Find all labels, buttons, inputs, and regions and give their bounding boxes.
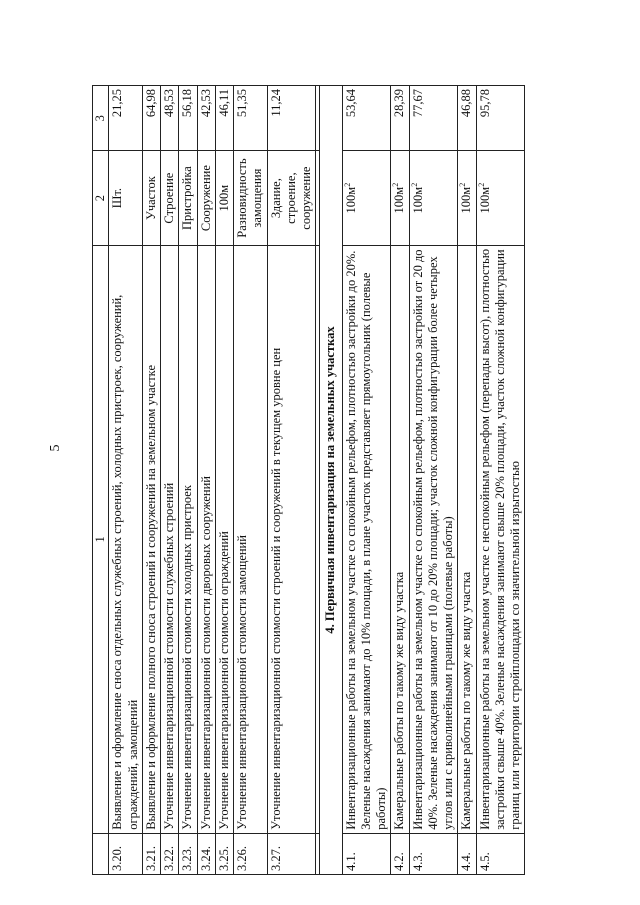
row-number: 4.5. — [476, 833, 525, 874]
table-row — [161, 86, 179, 875]
row-price: 42,53 — [197, 86, 215, 151]
row-description: Выявление и оформление сноса отдельных служебных строений, холодных пристроек, сооружений, ограждений, замощений — [109, 245, 143, 833]
row-number: 3.23. — [179, 833, 197, 874]
header-row — [93, 86, 109, 875]
row-description: Камеральные работы по такому же виду участка — [391, 245, 409, 833]
row-price: 77,67 — [409, 86, 458, 151]
unit-text: 100м — [410, 186, 425, 214]
unit-text: 100м — [459, 186, 474, 214]
section-title: 4. Первичная инвентаризация на земельных участках — [320, 86, 342, 875]
row-price: 46,11 — [215, 86, 233, 151]
header-cell-3: 3 — [93, 86, 109, 151]
table-row — [179, 86, 197, 875]
row-unit: Здание, строение, сооружение — [267, 151, 316, 245]
table-row — [409, 86, 458, 875]
row-number: 3.27. — [267, 833, 316, 874]
row-unit: Строение — [161, 151, 179, 245]
unit-superscript: 2 — [391, 182, 401, 187]
table-row — [391, 86, 409, 875]
row-number: 3.21. — [142, 833, 160, 874]
section-row — [320, 86, 342, 875]
row-price: 11,24 — [267, 86, 316, 151]
row-unit: Разновидность замощения — [234, 151, 268, 245]
row-number: 4.3. — [409, 833, 458, 874]
row-unit: Шт. — [109, 151, 143, 245]
table-row — [458, 86, 476, 875]
row-number: 3.26. — [234, 833, 268, 874]
table-row — [234, 86, 268, 875]
row-price: 48,53 — [161, 86, 179, 151]
row-unit: 100м — [215, 151, 233, 245]
table-row — [267, 86, 316, 875]
row-unit — [342, 151, 391, 245]
row-number: 4.4. — [458, 833, 476, 874]
row-price: 51,35 — [234, 86, 268, 151]
row-number: 4.1. — [342, 833, 391, 874]
table-row — [197, 86, 215, 875]
row-price: 21,25 — [109, 86, 143, 151]
unit-superscript: 2 — [458, 182, 468, 187]
row-number: 3.20. — [109, 833, 143, 874]
row-price: 95,78 — [476, 86, 525, 151]
row-unit — [458, 151, 476, 245]
row-number: 3.25. — [215, 833, 233, 874]
tariff-table — [92, 85, 525, 875]
row-unit: Сооружение — [197, 151, 215, 245]
row-price: 56,18 — [179, 86, 197, 151]
row-description: Уточнение инвентаризационной стоимости строений и сооружений в текущем уровне цен — [267, 245, 316, 833]
row-price: 28,39 — [391, 86, 409, 151]
row-description: Выявление и оформление полного сноса строений и сооружений на земельном участке — [142, 245, 160, 833]
row-number: 3.24. — [197, 833, 215, 874]
unit-superscript: 2 — [342, 182, 352, 187]
table-row — [342, 86, 391, 875]
row-number: 3.22. — [161, 833, 179, 874]
row-number: 4.2. — [391, 833, 409, 874]
row-description: Инвентаризационные работы на земельном участке с неспокойным рельефом (перепады высот), плотностью застройки свыше 40%. Зеленые насаждения занимают свыше 20% площади, участок сложной конфигурации границ или территории стройплощадки со значительной изрытостью — [476, 245, 525, 833]
row-unit: Пристройка — [179, 151, 197, 245]
unit-text: 100м — [392, 186, 407, 214]
row-description: Инвентаризационные работы на земельном участке со спокойным рельефом, плотностью застройки до 20%. Зеленые насаждения занимают до 10% площади, в плане участок представляет прямоугольник (полевые работы) — [342, 245, 391, 833]
row-description: Уточнение инвентаризационной стоимости холодных пристроек — [179, 245, 197, 833]
row-price: 46,88 — [458, 86, 476, 151]
row-description: Инвентаризационные работы на земельном участке со спокойным рельефом, плотностью застройки от 20 до 40%. Зеленые насаждения занимают от 10 до 20% площади; участок сложной конфигурации более четырех углов или с криволинейными границами (полевые работы) — [409, 245, 458, 833]
unit-text: 100м — [343, 186, 358, 214]
page-number: 5 — [48, 444, 63, 452]
unit-superscript: 2 — [409, 182, 419, 187]
table-row — [142, 86, 160, 875]
header-cell-num — [93, 833, 109, 874]
header-cell-2: 2 — [93, 151, 109, 245]
row-description: Уточнение инвентаризационной стоимости служебных строений — [161, 245, 179, 833]
row-unit — [391, 151, 409, 245]
header-cell-1: 1 — [93, 245, 109, 833]
unit-text: 100м — [477, 186, 492, 214]
unit-superscript: 2 — [476, 182, 486, 187]
table-row — [476, 86, 525, 875]
row-unit: Участок — [142, 151, 160, 245]
row-unit — [476, 151, 525, 245]
row-price: 53,64 — [342, 86, 391, 151]
row-description: Камеральные работы по такому же виду участка — [458, 245, 476, 833]
row-unit — [409, 151, 458, 245]
row-description: Уточнение инвентаризационной стоимости замощений — [234, 245, 268, 833]
table-row — [215, 86, 233, 875]
row-description: Уточнение инвентаризационной стоимости ограждений — [215, 245, 233, 833]
row-price: 64,98 — [142, 86, 160, 151]
rotated-table-container — [92, 85, 602, 875]
row-description: Уточнение инвентаризационной стоимости дворовых сооружений — [197, 245, 215, 833]
table-row — [109, 86, 143, 875]
